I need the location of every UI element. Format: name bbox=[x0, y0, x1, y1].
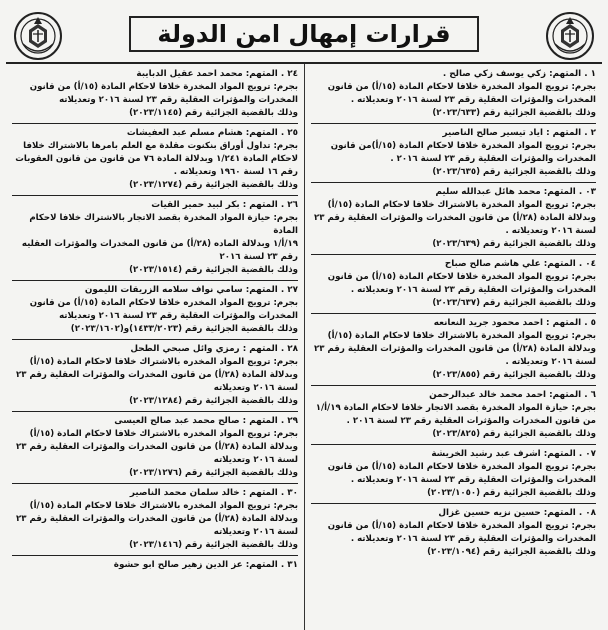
decision-entry bbox=[12, 199, 298, 281]
page-title: قرارات إمهال امن الدولة bbox=[129, 16, 478, 52]
entry-line: المخدرات والمؤثرات العقلية رقم ٢٣ لسنة ٢٠١٦ وتعديلاته . bbox=[350, 95, 596, 105]
accused-name: ٢٤ . المتهم: محمد احمد عقيل الدبايبة bbox=[136, 69, 298, 79]
jordan-security-emblem-icon bbox=[544, 10, 596, 62]
decision-entry bbox=[12, 284, 298, 340]
entry-line: وبدلالة المادة (٢٨/أ) من قانون المخدرات والمؤثرات العقلية رقم ٢٣ bbox=[314, 344, 596, 354]
entry-line: بجرم: ترويج المواد المخدرة خلافا لاحكام المادة (١٥/أ) من قانون bbox=[29, 82, 298, 92]
columns bbox=[6, 64, 602, 630]
entry-line: وذلك بالقضية الجزائية رقم (١٤٣٣/٢٠٢٣)و(٢٠٢٣/١٦٠٢) bbox=[70, 324, 298, 334]
entry-line: لاحكام المادة ١/٢٤١ وبدلالة المادة ٧٦ من قانون من قانون العقوبات bbox=[15, 154, 298, 164]
entry-line: وذلك بالقضية الجزائية رقم (٢٠٢٣/١٤١٦) bbox=[129, 540, 298, 550]
decision-entry bbox=[12, 127, 298, 196]
entry-line: المخدرات والمؤثرات العقلية رقم ٢٣ لسنة ٢٠١٦ وتعديلاته bbox=[59, 95, 298, 105]
decision-entry bbox=[12, 68, 298, 124]
entry-line: بجرم: ترويج المواد المخدرة خلافا لاحكام المادة (١٥/أ) من قانون bbox=[327, 521, 596, 531]
entry-line: وذلك بالقضية الجزائية رقم (٢٠٢٣/١٢٨٤) bbox=[129, 396, 298, 406]
entry-line: بجرم: ترويج المواد المخدرة خلافا لاحكام المادة (١٥/أ) من قانون bbox=[327, 462, 596, 472]
entry-line: وبدلالة المادة (٢٨/أ) من قانون المخدرات والمؤثرات العقلية رقم ٢٣ bbox=[314, 213, 596, 223]
decision-entry bbox=[311, 68, 596, 124]
decision-entry bbox=[12, 343, 298, 412]
entry-line: وذلك بالقضية الجزائية رقم (٢٠٢٣/١٢٧٤) bbox=[129, 180, 298, 190]
accused-name: ٢٩ . المتهم : صالح محمد عبد صالح العيسى bbox=[114, 416, 298, 426]
decision-entry bbox=[12, 415, 298, 484]
entry-line: وبدلالة المادة (٢٨/أ) من قانون المخدرات والمؤثرات العقلية رقم ٢٣ bbox=[16, 514, 298, 524]
decision-entry bbox=[12, 559, 298, 575]
entry-line: لسنة ٢٠١٦ وتعديلاته . bbox=[505, 357, 596, 367]
entry-line: وذلك بالقضية الجزائية رقم (٢٠٢٣/٦٣٥) bbox=[432, 167, 596, 177]
decision-entry bbox=[12, 487, 298, 556]
accused-name: ٢٨ . المتهم : رمزي وائل صبحي الطحل bbox=[130, 344, 298, 354]
accused-name: ٣١ . المتهم: عز الدين زهير صالح ابو حشوة bbox=[113, 560, 298, 570]
accused-name: ٢ . المتهم : اياد تيسير صالح الناصير bbox=[442, 128, 596, 138]
entry-line: لسنة ٢٠١٦ وتعديلاته bbox=[213, 455, 298, 465]
decision-entry bbox=[311, 448, 596, 504]
entry-line: ١٩/أ/١ وبدلالة الماده (٢٨/أ) من قانون المخدرات والمؤثرات العقليه bbox=[21, 239, 298, 249]
entry-line: وبدلالة المادة (٢٨/أ) من قانون المخدرات والمؤثرات العقلية رقم ٢٣ bbox=[16, 442, 298, 452]
entry-line: بجرم: ترويج المواد المخدرة خلافا لاحكام المادة (١٥/أ) من قانون bbox=[327, 82, 596, 92]
entry-line: لسنة ٢٠١٦ وتعديلاته . bbox=[505, 226, 596, 236]
accused-name: ٠٧ . المتهم: اشرف عبد رشيد الخريشة bbox=[431, 449, 596, 459]
entry-line: بجرم: ترويج المواد المخدرة خلافا لاحكام المادة (١٥/أ)من قانون bbox=[330, 141, 596, 151]
accused-name: ٦ . المتهم: احمد محمد خالد عبدالرحمن bbox=[429, 390, 596, 400]
accused-name: ٢٧ . المتهم: سامي نواف سلامه الزريقات الليمون bbox=[84, 285, 298, 295]
accused-name: ٠٣ . المتهم: محمد هائل عبدالله سليم bbox=[435, 187, 596, 197]
entry-line: بجرم: ترويج المواد المخدرة بالاشتراك خلافا لاحكام المادة (١٥/أ) bbox=[327, 331, 596, 341]
accused-name: ٥ . المتهم : احمد محمود جريد النعانعه bbox=[433, 318, 596, 328]
entry-line: بجرم: ترويج المواد المخدرة بالاشتراك خلافا لاحكام المادة (١٥/أ) bbox=[327, 200, 596, 210]
decision-entry bbox=[311, 389, 596, 445]
entry-line: بجرم: حيازة المواد المخدرة بقصد الاتجار بالاشتراك خلافا لاحكام المادة bbox=[29, 213, 298, 236]
entry-line: بجرم: ترويج المواد المخدرة خلافا لاحكام المادة (١٥/أ) من قانون bbox=[327, 272, 596, 282]
entry-line: لسنة ٢٠١٦ وتعديلاته bbox=[213, 383, 298, 393]
decision-entry bbox=[311, 127, 596, 183]
entry-line: بجرم: تداول أوراق بنكنوت مقلدة مع العلم بامرها بالاشتراك خلافا bbox=[23, 141, 298, 151]
entry-line: بجرم: ترويج المواد المخدره خلافا لاحكام المادة (١٥/أ) من قانون bbox=[29, 298, 298, 308]
entry-line: رقم ٢٣ لسنة ٢٠١٦ bbox=[219, 252, 298, 262]
accused-name: ٠٤ . المتهم: علي هاشم صالح صباح bbox=[444, 259, 596, 269]
entry-line: المخدرات والمؤثرات العقلية رقم ٢٣ لسنة ٢٠١٦ وتعديلاته . bbox=[350, 285, 596, 295]
decision-entry bbox=[311, 186, 596, 255]
entry-line: المخدرات والمؤثرات العقلية رقم ٢٣ لسنة ٢٠١٦ . bbox=[390, 154, 596, 164]
accused-name: ٢٦ . المتهم : بكر لبيد حمير القيات bbox=[151, 200, 298, 210]
header bbox=[6, 6, 602, 64]
entry-line: من قانون المخدرات والمؤثرات العقلية رقم ٢٣ لسنة ٢٠١٦ . bbox=[346, 416, 596, 426]
left-column bbox=[6, 64, 304, 630]
entry-line: وذلك بالقضية الجزائية رقم (٢٠٢٣/١٥١٤) bbox=[129, 265, 298, 275]
decision-entry bbox=[311, 317, 596, 386]
entry-line: بجرم: ترويج المواد المخدره بالاشتراك خلافا لاحكام المادة (١٥/أ) bbox=[29, 357, 298, 367]
entry-line: وذلك بالقضية الجزائية رقم (٢٠٢٣/١١٤٥) bbox=[129, 108, 298, 118]
entry-line: وذلك بالقضية الجزائية رقم (٢٠٢٣/١٠٥٠) bbox=[427, 488, 596, 498]
entry-line: وذلك بالقضية الجزائية رقم (٢٠٢٣/٦٣٣) bbox=[432, 108, 596, 118]
entry-line: وذلك بالقضية الجزائية رقم (٢٠٢٣/٨٥٥) bbox=[432, 370, 596, 380]
accused-name: ١ . المتهم: زكي يوسف زكي صالح . bbox=[442, 69, 596, 79]
entry-line: وذلك بالقضية الجزائية رقم (٢٠٢٣/١٠٩٤) bbox=[427, 547, 596, 557]
jordan-security-emblem-icon bbox=[12, 10, 64, 62]
entry-line: وذلك بالقضية الجزائية رقم (٢٠٢٣/٨٢٥) bbox=[432, 429, 596, 439]
entry-line: وذلك بالقضية الجزائية رقم (٢٠٢٣/١٢٧٦) bbox=[129, 468, 298, 478]
entry-line: وذلك بالقضية الجزائية رقم (٢٠٢٣/٦٣٩) bbox=[432, 239, 596, 249]
accused-name: ٣٠ . المتهم : خالد سلمان محمد الناصير bbox=[129, 488, 298, 498]
entry-line: المخدرات والمؤثرات العقلية رقم ٢٣ لسنة ٢٠١٦ وتعديلاته . bbox=[350, 534, 596, 544]
entry-line: رقم ١٦ لسنة ١٩٦٠ وتعديلاته . bbox=[173, 167, 298, 177]
accused-name: ٢٥ . المتهم: هشام مسلم عبد العفيشات bbox=[126, 128, 298, 138]
accused-name: ٠٨ . المتهم: حسين نزيه حسين غزال bbox=[438, 508, 596, 518]
decision-entry bbox=[311, 258, 596, 314]
entry-line: بجرم: ترويج المواد المخدره بالاشتراك خلافا لاحكام المادة (١٥/أ) bbox=[29, 501, 298, 511]
entry-line: لسنة ٢٠١٦ وتعديلاته bbox=[213, 527, 298, 537]
entry-line: بجرم: ترويج المواد المخدره بالاشتراك خلافا لاحكام المادة (١٥/أ) bbox=[29, 429, 298, 439]
right-column bbox=[304, 64, 602, 630]
entry-line: المخدرات والمؤثرات العقلية رقم ٢٣ لسنة ٢٠١٦ وتعديلاته bbox=[59, 311, 298, 321]
decision-entry bbox=[311, 507, 596, 562]
entry-line: المخدرات والمؤثرات العقلية رقم ٢٣ لسنة ٢٠١٦ وتعديلاته . bbox=[350, 475, 596, 485]
entry-line: وذلك بالقضية الجزائية رقم (٢٠٢٣/٦٣٧) bbox=[432, 298, 596, 308]
entry-line: وبدلالة المادة (٢٨/أ) من قانون المخدرات والمؤثرات العقلية رقم ٢٣ bbox=[16, 370, 298, 380]
entry-line: بجرم: حيازة المواد المخدرة بقصد الاتجار خلافا لاحكام المادة ١٩/أ/١ bbox=[315, 403, 596, 413]
